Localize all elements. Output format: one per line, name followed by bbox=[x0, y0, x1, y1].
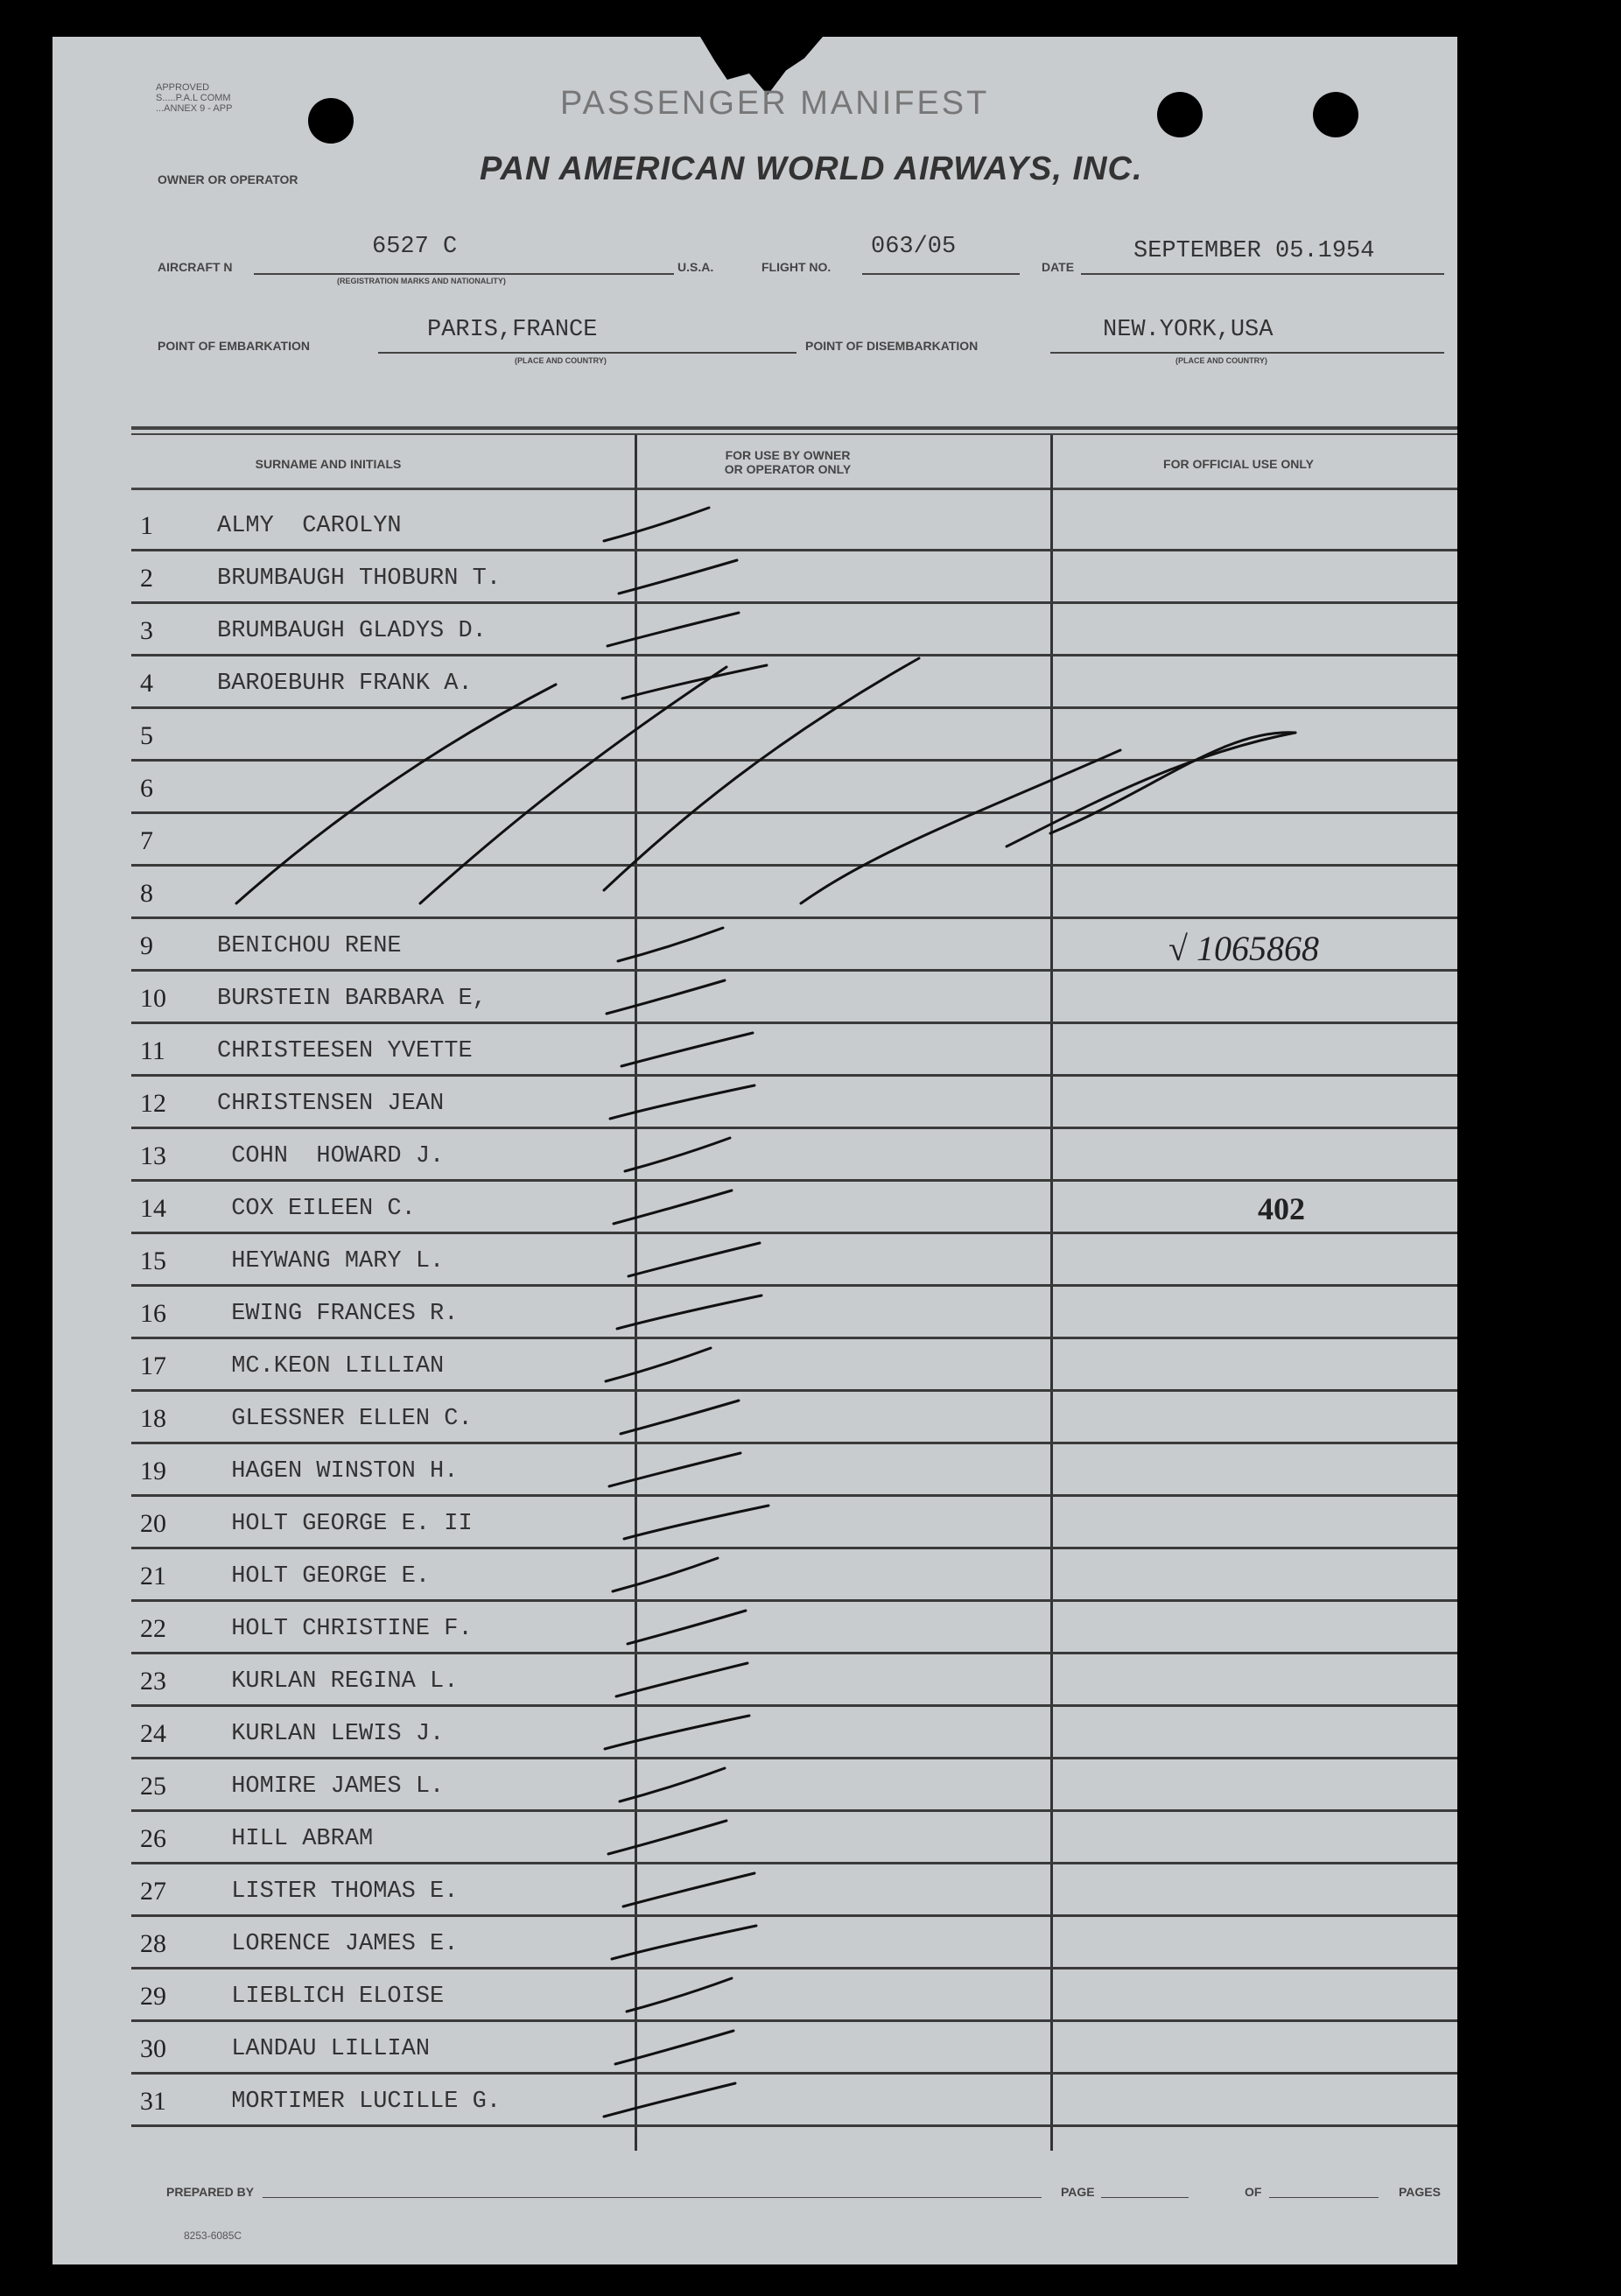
row-number: 28 bbox=[140, 1929, 166, 1958]
table-row bbox=[131, 1864, 1457, 1917]
official-use-entry: √ 1065868 bbox=[1168, 929, 1319, 968]
table-row bbox=[131, 1654, 1457, 1707]
table-row bbox=[131, 1917, 1457, 1970]
row-number: 7 bbox=[140, 826, 153, 855]
passenger-name: HAGEN WINSTON H. bbox=[217, 1458, 459, 1485]
table-top-rule-2 bbox=[131, 433, 1457, 435]
row-number: 18 bbox=[140, 1404, 166, 1433]
passenger-name: CHRISTENSEN JEAN bbox=[217, 1091, 445, 1117]
table-row bbox=[131, 1339, 1457, 1392]
flight-label: FLIGHT NO. bbox=[761, 260, 832, 274]
prepared-by-label: PREPARED BY bbox=[166, 2185, 255, 2199]
date-value: SEPTEMBER 05.1954 bbox=[1133, 238, 1375, 264]
row-number: 5 bbox=[140, 721, 153, 750]
row-number: 26 bbox=[140, 1824, 166, 1853]
passenger-name: HOLT CHRISTINE F. bbox=[217, 1616, 473, 1642]
row-number: 25 bbox=[140, 1772, 166, 1801]
table-row bbox=[131, 1549, 1457, 1602]
passenger-name: ALMY CAROLYN bbox=[217, 513, 402, 539]
passenger-name: KURLAN REGINA L. bbox=[217, 1668, 459, 1695]
passenger-name: GLESSNER ELLEN C. bbox=[217, 1406, 473, 1432]
registration-sublabel: (REGISTRATION MARKS AND NATIONALITY) bbox=[337, 277, 506, 285]
table-header-rule bbox=[131, 488, 1457, 490]
row-rule bbox=[131, 2124, 1457, 2127]
table-row bbox=[131, 1497, 1457, 1549]
passenger-name: COHN HOWARD J. bbox=[217, 1143, 445, 1169]
punch-hole-right bbox=[1313, 92, 1358, 137]
table-row bbox=[131, 2022, 1457, 2075]
table-row bbox=[131, 1287, 1457, 1339]
disembarkation-sublabel: (PLACE AND COUNTRY) bbox=[1175, 356, 1267, 365]
page-line bbox=[1101, 2197, 1189, 2198]
row-number: 20 bbox=[140, 1509, 166, 1538]
passenger-name: LANDAU LILLIAN bbox=[217, 2036, 431, 2062]
aircraft-value: 6527 C bbox=[372, 234, 458, 260]
row-number: 4 bbox=[140, 669, 153, 698]
passenger-name: MC.KEON LILLIAN bbox=[217, 1353, 445, 1380]
row-number: 2 bbox=[140, 564, 153, 593]
flight-underline bbox=[862, 273, 1020, 275]
passenger-name: KURLAN LEWIS J. bbox=[217, 1721, 445, 1747]
table-row bbox=[131, 1077, 1457, 1129]
table-row bbox=[131, 867, 1457, 919]
table-row bbox=[131, 1392, 1457, 1444]
punch-hole-middle bbox=[1157, 92, 1203, 137]
passenger-name: BRUMBAUGH THOBURN T. bbox=[217, 565, 502, 592]
embarkation-label: POINT OF EMBARKATION bbox=[158, 339, 310, 353]
table-row bbox=[131, 1970, 1457, 2022]
table-row bbox=[131, 1812, 1457, 1864]
table-row bbox=[131, 657, 1457, 709]
row-number: 15 bbox=[140, 1246, 166, 1275]
table-row bbox=[131, 1707, 1457, 1759]
form-code: 8253-6085C bbox=[184, 2229, 242, 2242]
row-number: 6 bbox=[140, 774, 153, 803]
table-row bbox=[131, 762, 1457, 814]
row-number: 9 bbox=[140, 931, 153, 960]
table-row bbox=[131, 551, 1457, 604]
row-number: 31 bbox=[140, 2087, 166, 2116]
row-number: 11 bbox=[140, 1036, 165, 1065]
stamp-line: ...ANNEX 9 - APP bbox=[156, 103, 233, 114]
table-row bbox=[131, 709, 1457, 762]
flight-value: 063/05 bbox=[871, 234, 957, 260]
table-row bbox=[131, 1602, 1457, 1654]
row-number: 27 bbox=[140, 1877, 166, 1906]
pages-label: PAGES bbox=[1399, 2185, 1441, 2199]
passenger-name: LORENCE JAMES E. bbox=[217, 1931, 459, 1957]
official-use-entry: 402 bbox=[1258, 1191, 1305, 1226]
column-header-official-use: FOR OFFICIAL USE ONLY bbox=[1163, 457, 1314, 471]
table-row bbox=[131, 1129, 1457, 1182]
passenger-name: LIEBLICH ELOISE bbox=[217, 1984, 445, 2010]
punch-hole-left bbox=[308, 98, 354, 144]
disembarkation-label: POINT OF DISEMBARKATION bbox=[805, 339, 979, 353]
embarkation-underline bbox=[378, 352, 796, 354]
row-number: 21 bbox=[140, 1562, 166, 1590]
embarkation-sublabel: (PLACE AND COUNTRY) bbox=[515, 356, 607, 365]
row-number: 17 bbox=[140, 1352, 166, 1380]
row-number: 29 bbox=[140, 1982, 166, 2011]
row-number: 22 bbox=[140, 1614, 166, 1643]
row-number: 3 bbox=[140, 616, 153, 645]
passenger-name: HOMIRE JAMES L. bbox=[217, 1773, 445, 1800]
aircraft-underline bbox=[254, 273, 674, 275]
manifest-page bbox=[53, 37, 1457, 2264]
stamp-line: APPROVED bbox=[156, 82, 210, 93]
of-line bbox=[1269, 2197, 1379, 2198]
row-number: 12 bbox=[140, 1089, 166, 1118]
row-number: 1 bbox=[140, 511, 153, 540]
passenger-name: LISTER THOMAS E. bbox=[217, 1878, 459, 1905]
table-row bbox=[131, 1182, 1457, 1234]
row-number: 30 bbox=[140, 2034, 166, 2063]
table-row bbox=[131, 1759, 1457, 1812]
table-row bbox=[131, 2075, 1457, 2127]
owner-label: OWNER OR OPERATOR bbox=[158, 172, 298, 186]
usa-label: U.S.A. bbox=[677, 260, 714, 274]
aircraft-label: AIRCRAFT N bbox=[158, 260, 233, 274]
passenger-name: COX EILEEN C. bbox=[217, 1196, 416, 1222]
passenger-name: BRUMBAUGH GLADYS D. bbox=[217, 618, 487, 644]
table-row bbox=[131, 919, 1457, 972]
prepared-by-line bbox=[263, 2197, 1042, 2198]
row-number: 13 bbox=[140, 1141, 166, 1170]
date-underline bbox=[1081, 273, 1444, 275]
row-number: 23 bbox=[140, 1667, 166, 1696]
table-row bbox=[131, 1444, 1457, 1497]
date-label: DATE bbox=[1042, 260, 1075, 274]
passenger-name: MORTIMER LUCILLE G. bbox=[217, 2089, 502, 2115]
passenger-name: HEYWANG MARY L. bbox=[217, 1248, 445, 1274]
passenger-name: BENICHOU RENE bbox=[217, 933, 402, 959]
passenger-name: HOLT GEORGE E. II bbox=[217, 1511, 473, 1537]
row-number: 19 bbox=[140, 1457, 166, 1485]
row-number: 10 bbox=[140, 984, 166, 1013]
row-number: 8 bbox=[140, 879, 153, 908]
passenger-name: BAROEBUHR FRANK A. bbox=[217, 671, 473, 697]
passenger-name: HOLT GEORGE E. bbox=[217, 1563, 431, 1590]
table-row bbox=[131, 1234, 1457, 1287]
table-row bbox=[131, 499, 1457, 551]
passenger-name: BURSTEIN BARBARA E, bbox=[217, 986, 487, 1012]
table-row bbox=[131, 972, 1457, 1024]
passenger-name: HILL ABRAM bbox=[217, 1826, 374, 1852]
passenger-name: EWING FRANCES R. bbox=[217, 1301, 459, 1327]
disembarkation-underline bbox=[1050, 352, 1444, 354]
company-name: PAN AMERICAN WORLD AIRWAYS, INC. bbox=[480, 151, 1143, 187]
column-header-surname: SURNAME AND INITIALS bbox=[255, 457, 402, 471]
table-row bbox=[131, 814, 1457, 867]
disembarkation-value: NEW.YORK,USA bbox=[1103, 317, 1274, 343]
page-label: PAGE bbox=[1061, 2185, 1095, 2199]
table-row bbox=[131, 604, 1457, 657]
table-row bbox=[131, 1024, 1457, 1077]
column-header-owner-use: FOR USE BY OWNER OR OPERATOR ONLY bbox=[724, 448, 852, 476]
table-top-rule bbox=[131, 426, 1457, 430]
embarkation-value: PARIS,FRANCE bbox=[427, 317, 598, 343]
stamp-line: S.....P.A.L COMM bbox=[156, 93, 231, 103]
row-number: 24 bbox=[140, 1719, 166, 1748]
form-title: PASSENGER MANIFEST bbox=[560, 85, 990, 122]
approval-stamp bbox=[156, 82, 232, 114]
row-number: 16 bbox=[140, 1299, 166, 1328]
of-label: OF bbox=[1245, 2185, 1262, 2199]
row-number: 14 bbox=[140, 1194, 166, 1223]
passenger-name: CHRISTEESEN YVETTE bbox=[217, 1038, 473, 1064]
